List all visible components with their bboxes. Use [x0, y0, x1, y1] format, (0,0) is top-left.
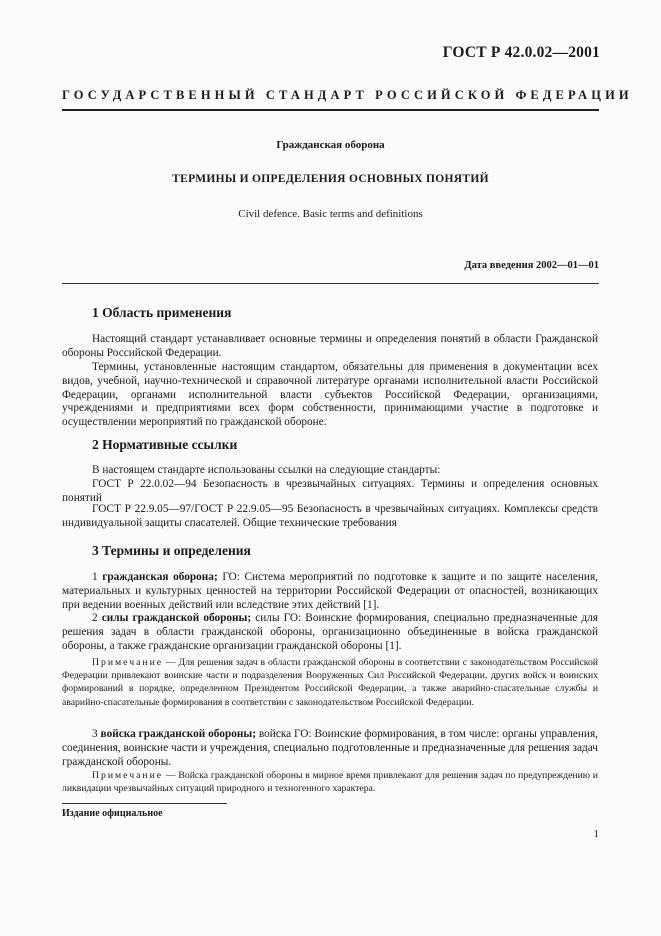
- note-2-text: — Войска гражданской обороны в мирное время привлекают для решения задач по предупреждению и ликвидации чрезвычайных ситуаций природного и техногенного характера.: [62, 770, 598, 795]
- section-3-heading: 3 Термины и определения: [92, 543, 251, 558]
- section-1-paragraph-1: Настоящий стандарт устанавливает основные термины и определения понятий в области Гражданской обороны Российской Федерации.: [62, 333, 598, 359]
- section-1-paragraph-2: Термины, установленные настоящим стандартом, обязательны для применения в документации всех видов, учебной, научно-технической и справочной литературе органами исполнительной власти Российской Федерации, органами исполнительной власти субъектов Российской Федерации, организациями, учреждениями и предприятиями всех форм собственности, принимающими участие в подготовке и осуществлении мероприятий по гражданской обороне.: [62, 361, 598, 429]
- term-2-number: 2: [92, 612, 98, 624]
- term-3: [62, 728, 598, 769]
- term-3-term: войска гражданской обороны;: [100, 728, 256, 740]
- section-2-reference-1: ГОСТ Р 22.0.02—94 Безопасность в чрезвычайных ситуациях. Термины и определения основных понятий: [62, 478, 598, 504]
- note-1-label: Примечание: [92, 657, 164, 668]
- note-2: [62, 769, 598, 795]
- note-2-label: Примечание: [92, 770, 164, 781]
- page-number: 1: [593, 828, 599, 840]
- term-1-term: гражданская оборона;: [102, 571, 218, 583]
- section-2-paragraph-1: В настоящем стандарте использованы ссылки на следующие стандарты:: [92, 464, 441, 476]
- term-3-definition: войска ГО: Воинские формирования, в том числе: органы управления, соединения, воинские части и учреждения, специально подготовленные и предназначенные для решения задач гражданской обороны.: [62, 728, 599, 768]
- section-2-reference-2: ГОСТ Р 22.9.05—97/ГОСТ Р 22.9.05—95 Безопасность в чрезвычайных ситуациях. Комплексы средств индивидуальной защиты спасателей. Общие технические требования: [62, 503, 598, 529]
- term-2-term: силы гражданской обороны;: [101, 612, 252, 624]
- term-3-number: 3: [92, 728, 98, 740]
- introduction-date: Дата введения 2002—01—01: [62, 260, 599, 284]
- section-2-heading: 2 Нормативные ссылки: [92, 437, 238, 452]
- document-subject: Гражданская оборона: [276, 139, 385, 151]
- section-1-heading: 1 Область применения: [92, 305, 232, 320]
- term-1-number: 1: [92, 571, 98, 583]
- term-2-definition: силы ГО: Воинские формирования, специально предназначенные для решения задач в области гражданской обороны, организационно объединенные в войска гражданской обороны, а также гражданские организации гражданской обороны [1].: [62, 612, 598, 652]
- term-1: [62, 571, 598, 612]
- document-title-en: Civil defence. Basic terms and definitions: [238, 208, 423, 220]
- term-1-definition: ГО: Система мероприятий по подготовке к защите и по защите населения, материальных и культурных ценностей на территории Российской Федерации от опасностей, возникающих при ведении военных действий или вследствие этих действий [1].: [62, 571, 598, 611]
- document-code: ГОСТ Р 42.0.02—2001: [442, 44, 600, 61]
- note-1-text: — Для решения задач в области гражданской обороны в соответствии с законодательством Российской Федерации привлекают воинские части и подразделения Вооруженных Сил Российской Федерации, других войск и воинских формирований в порядке, определенном Президентом Российской Федерации, а также аварийно-спасательные службы и аварийно-спасательные формирования в соответствии с законодательством Российской Федерации.: [62, 657, 598, 708]
- term-2: [62, 612, 598, 653]
- document-title: ТЕРМИНЫ И ОПРЕДЕЛЕНИЯ ОСНОВНЫХ ПОНЯТИЙ: [172, 173, 489, 185]
- footer-divider: [62, 803, 227, 804]
- edition-label: Издание официальное: [62, 808, 163, 819]
- note-1: [62, 656, 598, 709]
- standard-title: ГОСУДАРСТВЕННЫЙ СТАНДАРТ РОССИЙСКОЙ ФЕДЕРАЦИИ: [62, 88, 599, 111]
